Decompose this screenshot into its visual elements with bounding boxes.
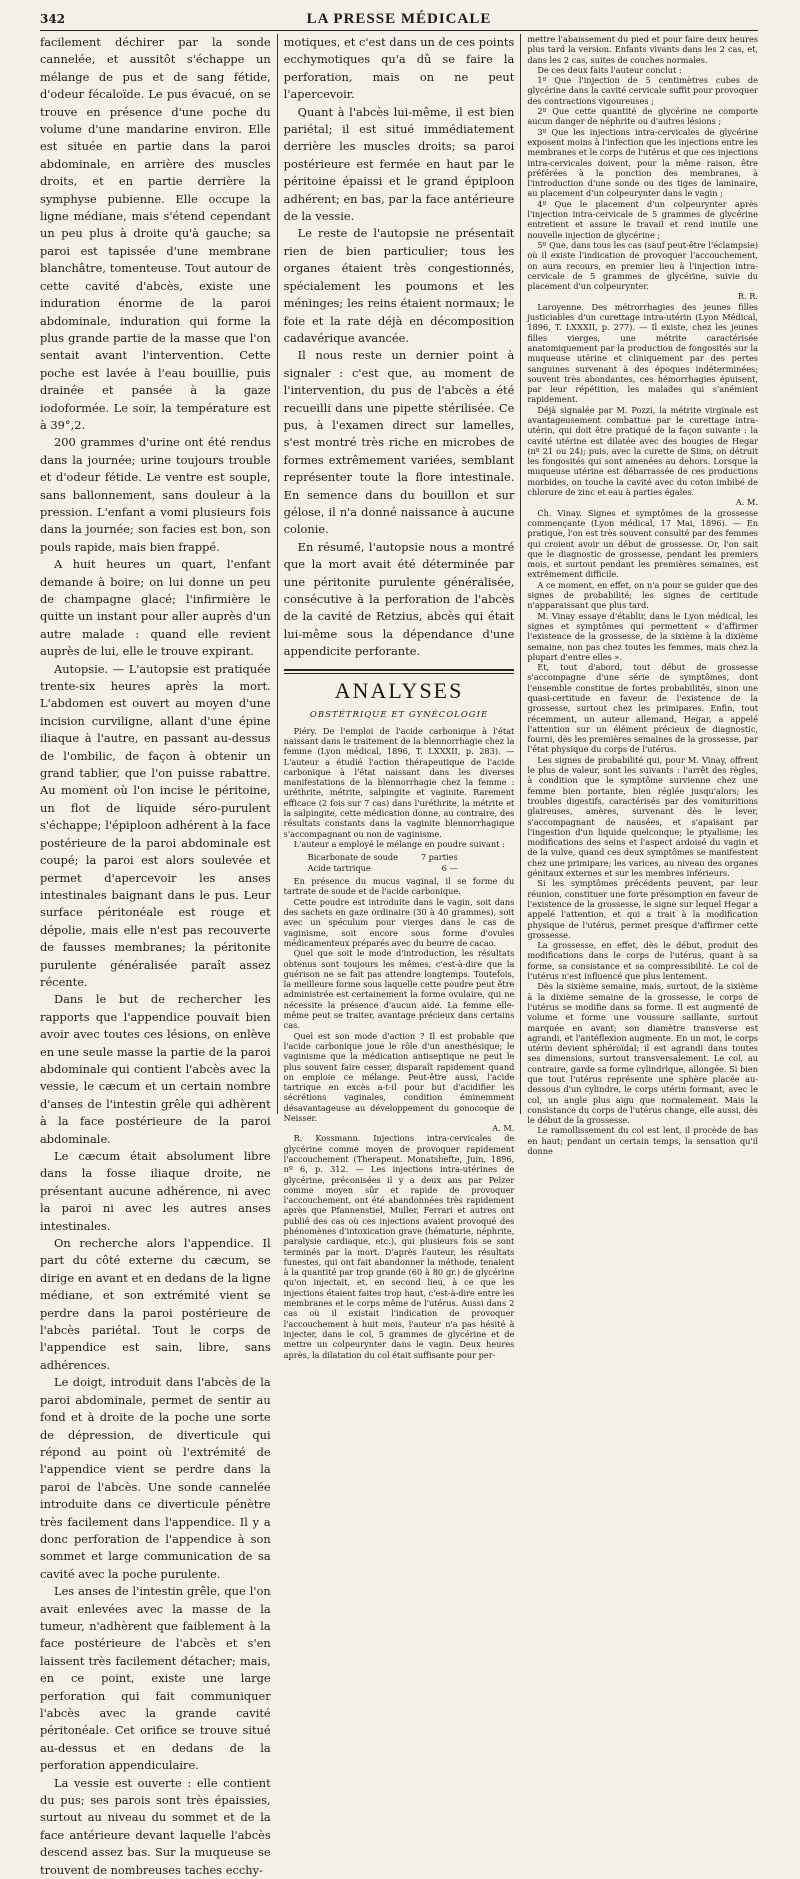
paragraph: Le reste de l'autopsie ne présentait rien de bien particulier; tous les organes étaient très congestionnés, spécialement les poumons et les méninges; les reins étaient normaux; le foie et la rate déjà en décomposition cadavérique avancée.	[283, 226, 515, 345]
signature: A. M.	[735, 497, 759, 508]
kossmann-conclusions	[527, 34, 758, 291]
paragraph: Piéry. De l'emploi de l'acide carbonique à l'état naissant dans le traitement de la blennorrhagie chez la femme (Lyon médical, 1896, T. LXXXII, p. 283). — L'auteur a étudié l'action thérapeutique de l'acide carbonique à l'état naissant dans les diverses manifestations de la blennorrhagie chez la femme : uréthrite, métrite, salpingite et vaginite. Rarement efficace (2 fois sur 7 cas) dans l'uréthrite, la métrite et la salpingite, cette médication donne, au contraire, des résultats constants dans la vaginite blennorrhagique s'accompagnant ou non de vaginisme.	[283, 725, 515, 839]
paragraph: En résumé, l'autopsie nous a montré que la mort avait été déterminée par une péritonite purulente généralisée, consécutive à la perforation de l'abcès de la cavité de Retzius, abcès qui était lui-même sous la dépendance d'une appendicite perforante.	[283, 539, 515, 659]
paragraph: Et, tout d'abord, tout début de grossesse s'accompagne d'une série de symptômes, dont l'ensemble constitue de fortes probabilités, sinon une quasi-certitude en faveur de l'existence de la grossesse, surtout chez les primipares. Enfin, tout récemment, un auteur allemand, Hegar, a appelé l'attention sur un élément précieux de diagnostic, fourni, dès les premières semaines de la grossesse, par l'état physique du corps de l'utérus.	[527, 662, 759, 755]
paragraph: L'auteur a employé le mélange en poudre suivant :	[293, 838, 505, 849]
paragraph: 3º Que les injections intra-cervicales de glycérine exposent moins à l'infection que les injections entre les membranes et le corps de l'utérus et que ces injections intra-cervicales doivent, pour la même raison, être préférées à la ponction des membranes, à l'introduction d'une sonde ou des tiges de laminaire, au placement d'un colpeurynter dans le vagin ;	[527, 126, 759, 199]
recipe-ingredient: Bicarbonate de soude	[307, 852, 398, 863]
recipe-ingredient: Acide tartrique	[307, 862, 371, 873]
paragraph: Il nous reste un dernier point à signaler : c'est que, au moment de l'intervention, du pus de l'abcès a été recueilli dans une pipette stérilisée. Ce pus, à l'examen direct sur lamelles, s'est montré très riche en microbes de formes extrêmement variées, semblant représenter toute la flore intestinale. En semence dans du bouillon et sur gélose, il n'a donné naissance à aucune colonie.	[283, 348, 515, 537]
paragraph: La grossesse, en effet, dès le début, produit des modifications dans le corps de l'utérus, quant à sa forme, sa consistance et sa compressibilité. Le col de l'utérus n'est influencé que plus lentement.	[527, 940, 759, 982]
recipe-row	[308, 863, 458, 874]
recipe-quantity: 7 parties	[420, 852, 458, 863]
paragraph: De ces deux faits l'auteur conclut :	[537, 64, 682, 75]
paragraph: 200 grammes d'urine ont été rendus dans la journée; urine toujours trouble et d'odeur fétide. Le ventre est souple, sans ballonnement, sans douleur à la pression. L'enfant a vomi plusieurs fois dans la journée; son facies est bon, son pouls rapide, mais bien frappé.	[40, 435, 271, 554]
column-1	[40, 34, 277, 1877]
paragraph: 1º Que l'injection de 5 centimètres cubes de glycérine dans la cavité cervicale suffit pour provoquer des contractions vigoureuses ;	[527, 75, 759, 106]
column-2	[277, 34, 521, 1360]
analysis-kossmann	[284, 1133, 515, 1360]
paragraph: Les anses de l'intestin grêle, que l'on avait enlevées avec la masse de la tumeur, n'adhèrent que faiblement à la face postérieure de l'abcès et s'en laissent très facilement détacher; mais, en ce point, existe une large perforation qui fait communiquer l'abcès avec la grande cavité péritonéale. Cet orifice se trouve situé au-dessus et en dedans de la perforation appendiculaire.	[40, 1584, 271, 1773]
paragraph: Dans le but de rechercher les rapports que l'appendice pouvait bien avoir avec toutes ces lésions, on enlève en une seule masse la partie de la paroi abdominale qui contient l'abcès avec la vessie, le cæcum et un certain nombre d'anses de l'intestin grêle qui adhèrent à la face postérieure de la paroi abdominale.	[40, 992, 271, 1146]
signature: A. M.	[492, 1123, 515, 1134]
paragraph: Le cæcum était absolument libre dans la fosse iliaque droite, ne présentant aucune adhérence, ni avec la paroi ni avec les autres anses intestinales.	[40, 1149, 271, 1233]
paragraph: Déjà signalée par M. Pozzi, la métrite virginale est avantageusement combattue par le curettage intra-utérin, qui doit être pratiqué de la façon suivante : la cavité utérine est dilatée avec des bougies de Hegar (nº 21 ou 24); puis, avec la curette de Sims, on détruit les fongosités qui sont amenées au dehors. Lorsque la muqueuse utérine est débarrassée de ces productions morbides, on touche la cavité avec du coton imbibé de chlorure de zinc et eau à parties égales.	[527, 404, 759, 498]
paragraph: On recherche alors l'appendice. Il part du côté externe du cæcum, se dirige en avant et en dedans de la ligne médiane, et son extrémité vient se perdre dans la paroi postérieure de l'abcès pariétal. Tout le corps de l'appendice est sain, libre, sans adhérences.	[40, 1236, 271, 1372]
paragraph: Quel que soit le mode d'introduction, les résultats obtenus sont toujours les mêmes, c'est-à-dire que la guérison ne se fait pas attendre longtemps. Toutefois, la meilleure forme sous laquelle cette poudre peut être administrée est certainement la forme ovulaire, qui ne nécessite la présence d'aucun aide. La femme elle-même peut se traiter, avantage précieux dans certains cas.	[283, 948, 515, 1031]
section-title: ANALYSES	[334, 677, 464, 703]
page-header	[40, 8, 758, 31]
recipe-row	[308, 852, 458, 863]
paragraph: Le doigt, introduit dans l'abcès de la paroi abdominale, permet de sentir au fond et à droite de la poche une sorte de dépression, de diverticule qui répond au point où l'extrémité de l'appendice vient se perdre dans la paroi de l'abcès. Une sonde cannelée introduite dans ce diverticule pénètre très facilement dans l'appendice. Il y a donc perforation de l'appendice à son sommet et large communication de sa cavité avec la poche purulente.	[40, 1375, 271, 1581]
paragraph: 5º Que, dans tous les cas (sauf peut-être l'éclampsie) où il existe l'indication de provoquer l'accouchement, on aura recours, en premier lieu à l'injection intra-cervicale de 5 grammes de glycérine, suivie du placement d'un colpeurynter.	[527, 239, 759, 292]
paragraph: facilement déchirer par la sonde cannelée, et aussitôt s'échappe un mélange de pus et de sang fétide, d'odeur fécaloïde. Le pus évacué, on se trouve en présence d'une poche du volume d'une mandarine environ. Elle est située en partie dans la paroi abdominale, en arrière des muscles droits, et en partie derrière la symphyse pubienne. Elle occupe la ligne médiane, mais s'étend cependant un peu plus à droite qu'à gauche; sa paroi est tapissée d'une membrane blanchâtre, tomenteuse. Tout autour de cette cavité d'abcès, existe une induration énorme de la paroi abdominale, induration qui forme la plus grande partie de la masse que l'on sentait avant l'intervention. Cette poche est lavée à l'eau bouillie, puis drainée et pansée à la gaze iodoformée. Le soir, la température est à 39°,2.	[40, 35, 271, 432]
recipe-table	[308, 852, 515, 873]
columns	[40, 34, 759, 1877]
paragraph: Ch. Vinay. Signes et symptômes de la grossesse commençante (Lyon médical, 17 Mai, 1896). — En pratique, l'on est très souvent consulté par des femmes qui croient avoir un début de grossesse. Or, l'on sait que le diagnostic de grossesse, pendant les premiers mois, et surtout pendant les premières semaines, est extrêmement difficile.	[527, 507, 759, 580]
column-2-article-end	[284, 34, 515, 661]
section-divider	[284, 669, 515, 674]
paragraph: En présence du mucus vaginal, il se forme du tartrate de soude et de l'acide carbonique.	[283, 876, 515, 897]
paragraph: motiques, et c'est dans un de ces points ecchymotiques qu'a dû se faire la perforation, mais on ne peut l'apercevoir.	[283, 35, 515, 102]
paragraph: Cette poudre est introduite dans le vagin, soit dans des sachets en gaze ordinaire (30 à 40 grammes), soit avec un spéculum pour vierges dans le cas de vaginisme, soit encore sous forme d'ovules médicamenteux préparés avec du beurre de cacao.	[283, 896, 515, 948]
paragraph: Si les symptômes précédents peuvent, par leur réunion, constituer une forte présomption en faveur de l'existence de la grossesse, le signe sur lequel Hegar a appelé l'attention, et qui a trait à la modification physique de l'utérus, permet presque d'affirmer cette grossesse.	[527, 878, 759, 940]
paragraph: Quant à l'abcès lui-même, il est bien pariétal; il est situé immédiatement derrière les muscles droits; sa paroi postérieure est fermée en haut par le péritoine épaissi et le grand épiploon adhérent; en bas, par la face antérieure de la vessie.	[283, 104, 515, 224]
paragraph: Autopsie. — L'autopsie est pratiquée trente-six heures après la mort. L'abdomen est ouvert au moyen d'une incision curviligne, allant d'une épine iliaque à l'autre, en passant au-dessus de l'ombilic, de façon à obtenir un grand tablier, que l'on puisse rabattre. Au moment où l'on incise le péritoine, un flot de liquide séro-purulent s'échappe; l'épiploon adhérent à la face postérieure de la paroi abdominale est coupé; la paroi est alors soulevée et permet d'apercevoir les anses intestinales baignant dans le pus. Leur surface péritonéale est rouge et dépolie, mais elle n'est pas recouverte de fausses membranes; la péritonite purulente généralisée paraît assez récente.	[40, 661, 271, 989]
analysis-piery-cont	[284, 876, 515, 1123]
paragraph: Les signes de probabilité qui, pour M. Vinay, offrent le plus de valeur, sont les suivants : l'arrêt des règles, à condition que le symptôme survienne chez une femme bien portante, bien réglée jusqu'alors; les troubles digestifs, caractérisés par des vomituritions glaireuses, amères, survenant dès le lever, s'accompagnant de nausées, et s'apaisant par l'ingestion d'un liquide quelconque; le ptyalisme; les modifications des seins et l'aspect ardoisé du vagin et de la vulve, quand ces deux symptômes se manifestent chez une primipare; les varices, au niveau des organes génitaux externes et sur les membres inférieurs.	[527, 754, 759, 879]
paragraph: Laroyenne. Des métrorrhagies des jeunes filles justiciables d'un curettage intra-utérin (Lyon Médical, 1896, T. LXXXII, p. 277). — Il existe, chez les jeunes filles vierges, une métrite caractérisée anatomiquement par la production de fongosités sur la muqueuse utérine et cliniquement par des pertes sanguines survenant à des époques indéterminées; souvent très abondantes, ces hémorrhagies épuisent, par leur répétition, les malades qui s'anémient rapidement.	[527, 301, 759, 405]
paragraph: 2º Que cette quantité de glycérine ne comporte aucun danger de néphrite ou d'autres lésions ;	[527, 106, 759, 127]
subsection-title: OBSTÉTRIQUE ET GYNÉCOLOGIE	[309, 709, 489, 720]
signature: R. R.	[737, 291, 759, 302]
recipe-quantity: 6 —	[441, 862, 458, 873]
paragraph: Dès la sixième semaine, mais, surtout, de la sixième à la dixième semaine de la grossesse, le corps de l'utérus se modifie dans sa forme. Il est augmenté de volume et forme une voussure saillante, surtout marquée en avant; son diamètre transverse est agrandi, et l'antéflexion augmente. En un mot, le corps utérin devient sphéroïdal; il est agrandi dans toutes ses dimensions, surtout transversalement. Le col, au contraire, garde sa forme cylindrique, allongée. Si bien que tout l'utérus représente une sphère placée au-dessous d'un cylindre, le corps utérin formant, avec le col, un angle plus aigu que normalement. Mais la consistance du corps de l'utérus change, elle aussi, dès le début de la grossesse.	[527, 981, 759, 1126]
paragraph: 4º Que le placement d'un colpeurynter après l'injection intra-cervicale de 5 grammes de glycérine entretient et assure le travail et rend inutile une nouvelle injection de glycérine ;	[527, 198, 759, 240]
analysis-laroyenne	[527, 302, 758, 498]
paragraph: La vessie est ouverte : elle contient du pus; ses parois sont très épaissies, surtout au niveau du sommet et de la face antérieure devant laquelle l'abcès descend assez bas. Sur la muqueuse se trouvent de nombreuses taches ecchy-	[40, 1775, 271, 1877]
paragraph: mettre l'abaissement du pied et pour faire deux heures plus tard la version. Enfants vivants dans les 2 cas, et, dans les 2 cas, suites de couches normales.	[527, 34, 759, 65]
analysis-piery	[284, 726, 515, 850]
paragraph: R. Kossmann. Injections intra-cervicales de glycérine comme moyen de provoquer rapidement l'accouchement (Therapeut. Monatshefte, Juin, 1896, nº 6, p. 312. — Les injections intra-utérines de glycérine, préconisées il y a deux ans par Pelzer comme moyen sûr et rapide de provoquer l'accouchement, ont été abandonnées très rapidement après que Pfannenstiel, Muller, Ferrari et autres ont publié des cas où ces injections avaient provoqué des phénomènes d'intoxication grave (hématurie, néphrite, paralysie cardiaque, etc.), qui plusieurs fois se sont terminés par la mort. D'après l'auteur, les résultats funestes, qui ont fait abandonner la méthode, tenaient à la quantité par trop grande (60 à 80 gr.) de glycérine qu'on injectait, et, en second lieu, à ce que les injections étaient faites trop haut, c'est-à-dire entre les membranes et le corps même de l'utérus. Aussi dans 2 cas où il existait l'indication de provoquer l'accouchement à huit mois, l'auteur n'a pas hésité à injecter, dans le col, 5 grammes de glycérine et de mettre un colpeurynter dans le vagin. Deux heures après, la dilatation du col était suffisante pour per-	[283, 1133, 515, 1360]
paragraph: A ce moment, en effet, on n'a pour se guider que des signes de probabilité; les signes de certitude n'apparaissant que plus tard.	[527, 579, 759, 611]
paragraph: Le ramollissement du col est lent, il procède de bas en haut; pendant un certain temps, la sensation qu'il donne	[527, 1125, 759, 1157]
column-3	[520, 34, 759, 1157]
paragraph: A huit heures un quart, l'enfant demande à boire; on lui donne un peu de champagne glacé; l'infirmière le quitte un instant pour aller auprès d'un autre malade : quand elle revient auprès de lui, elle le trouve expirant.	[40, 557, 271, 659]
paragraph: Quel est son mode d'action ? Il est probable que l'acide carbonique joue le rôle d'un anesthésique; le vaginisme que la médication antiseptique ne peut le plus souvent faire cesser, disparaît rapidement quand on emploie ce mélange. Peut-être aussi, l'acide tartrique en excès a-t-il pour but d'acidifier les sécrétions vaginales, condition éminemment désavantageuse au développement du gonocoque de Neisser.	[283, 1030, 515, 1124]
page-number: 342	[40, 12, 66, 26]
paragraph: M. Vinay essaye d'établir, dans le Lyon médical, les signes et symptômes qui permettent « d'affirmer l'existence de la grossesse, de la sixième à la dixième semaine, non pas chez toutes les femmes, mais chez la plupart d'entre elles ».	[527, 610, 759, 662]
journal-title: LA PRESSE MÉDICALE	[306, 10, 492, 27]
analysis-vinay	[527, 508, 758, 1157]
